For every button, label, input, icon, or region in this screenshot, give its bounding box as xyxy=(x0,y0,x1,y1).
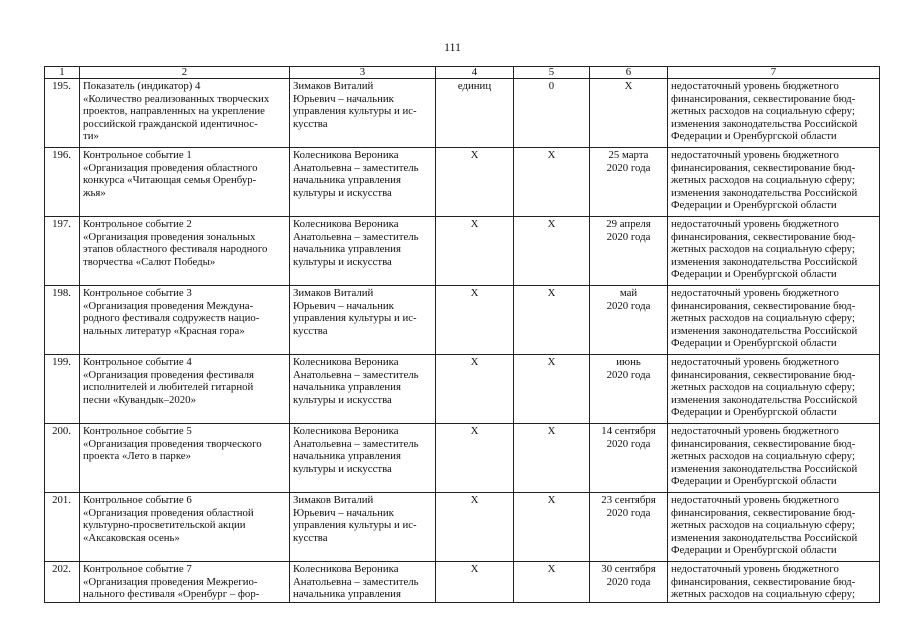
responsible-cell: Колесникова Вероника Анатольевна – заместитель начальника управления культуры и искусства xyxy=(290,355,436,424)
value-cell: Х xyxy=(514,286,590,355)
event-cell: Контрольное событие 3 «Организация проведения Междуна- родного фестиваля содружеств нацио- нальных литератур «Красная гора» xyxy=(80,286,290,355)
deadline-cell: июнь 2020 года xyxy=(590,355,668,424)
row-number: 201. xyxy=(45,493,80,562)
column-header: 3 xyxy=(290,67,436,79)
responsible-cell: Зимаков Виталий Юрьевич – начальник управления культуры и ис- кусства xyxy=(290,493,436,562)
risk-cell: недостаточный уровень бюджетного финансирования, секвестирование бюд- жетных расходов на социальную сферу; изменения законодательства Российской Федерации и Оренбургской области xyxy=(668,148,880,217)
responsible-cell: Колесникова Вероника Анатольевна – заместитель начальника управления культуры и искусства xyxy=(290,217,436,286)
table-row xyxy=(45,79,880,148)
column-header: 5 xyxy=(514,67,590,79)
column-header: 4 xyxy=(436,67,514,79)
unit-cell: Х xyxy=(436,562,514,603)
event-cell: Контрольное событие 6 «Организация проведения областной культурно-просветительской акции «Аксаковская осень» xyxy=(80,493,290,562)
table-row xyxy=(45,217,880,286)
value-cell: Х xyxy=(514,148,590,217)
deadline-cell: 23 сентября 2020 года xyxy=(590,493,668,562)
deadline-cell: 29 апреля 2020 года xyxy=(590,217,668,286)
table-row xyxy=(45,355,880,424)
deadline-cell: май 2020 года xyxy=(590,286,668,355)
column-header: 2 xyxy=(80,67,290,79)
plan-table xyxy=(44,66,880,603)
column-header: 6 xyxy=(590,67,668,79)
unit-cell: Х xyxy=(436,148,514,217)
deadline-cell: 30 сентября 2020 года xyxy=(590,562,668,603)
risk-cell: недостаточный уровень бюджетного финансирования, секвестирование бюд- жетных расходов на социальную сферу; изменения законодательства Российской Федерации и Оренбургской области xyxy=(668,493,880,562)
page-number: 111 xyxy=(443,40,462,54)
row-number: 197. xyxy=(45,217,80,286)
deadline-cell: 25 марта 2020 года xyxy=(590,148,668,217)
deadline-cell: 14 сентября 2020 года xyxy=(590,424,668,493)
table-row xyxy=(45,493,880,562)
risk-cell: недостаточный уровень бюджетного финансирования, секвестирование бюд- жетных расходов на социальную сферу; изменения законодательства Российской Федерации и Оренбургской области xyxy=(668,286,880,355)
row-number: 198. xyxy=(45,286,80,355)
responsible-cell: Зимаков Виталий Юрьевич – начальник управления культуры и ис- кусства xyxy=(290,286,436,355)
risk-cell: недостаточный уровень бюджетного финансирования, секвестирование бюд- жетных расходов на социальную сферу; изменения законодательства Российской Федерации и Оренбургской области xyxy=(668,424,880,493)
event-cell: Контрольное событие 1 «Организация проведения областного конкурса «Читающая семья Оренбур- жья» xyxy=(80,148,290,217)
unit-cell: Х xyxy=(436,217,514,286)
table-row xyxy=(45,562,880,603)
risk-cell: недостаточный уровень бюджетного финансирования, секвестирование бюд- жетных расходов на социальную сферу; изменения законодательства Российской Федерации и Оренбургской области xyxy=(668,79,880,148)
event-cell: Контрольное событие 4 «Организация проведения фестиваля исполнителей и любителей гитарной песни «Кувандык–2020» xyxy=(80,355,290,424)
event-cell: Контрольное событие 2 «Организация проведения зональных этапов областного фестиваля народного творчества «Салют Победы» xyxy=(80,217,290,286)
row-number: 200. xyxy=(45,424,80,493)
header-row xyxy=(45,67,880,79)
deadline-cell: Х xyxy=(590,79,668,148)
unit-cell: Х xyxy=(436,493,514,562)
row-number: 195. xyxy=(45,79,80,148)
responsible-cell: Колесникова Вероника Анатольевна – заместитель начальника управления культуры и искусства xyxy=(290,148,436,217)
unit-cell: единиц xyxy=(436,79,514,148)
risk-cell: недостаточный уровень бюджетного финансирования, секвестирование бюд- жетных расходов на социальную сферу; изменения законодательства Российской Федерации и Оренбургской области xyxy=(668,355,880,424)
responsible-cell: Колесникова Вероника Анатольевна – заместитель начальника управления xyxy=(290,562,436,603)
value-cell: Х xyxy=(514,562,590,603)
unit-cell: Х xyxy=(436,424,514,493)
value-cell: Х xyxy=(514,217,590,286)
event-cell: Показатель (индикатор) 4 «Количество реализованных творческих проектов, направленных на укрепление российской гражданской идентичнос- ти» xyxy=(80,79,290,148)
column-header: 1 xyxy=(45,67,80,79)
table-row xyxy=(45,286,880,355)
value-cell: Х xyxy=(514,424,590,493)
column-header: 7 xyxy=(668,67,880,79)
value-cell: Х xyxy=(514,493,590,562)
responsible-cell: Зимаков Виталий Юрьевич – начальник управления культуры и ис- кусства xyxy=(290,79,436,148)
table-row xyxy=(45,148,880,217)
table-row xyxy=(45,424,880,493)
value-cell: 0 xyxy=(514,79,590,148)
row-number: 202. xyxy=(45,562,80,603)
event-cell: Контрольное событие 5 «Организация проведения творческого проекта «Лето в парке» xyxy=(80,424,290,493)
unit-cell: Х xyxy=(436,355,514,424)
event-cell: Контрольное событие 7 «Организация проведения Межрегио- нального фестиваля «Оренбург – фор- xyxy=(80,562,290,603)
value-cell: Х xyxy=(514,355,590,424)
risk-cell: недостаточный уровень бюджетного финансирования, секвестирование бюд- жетных расходов на социальную сферу; изменения законодательства Российской Федерации и Оренбургской области xyxy=(668,217,880,286)
responsible-cell: Колесникова Вероника Анатольевна – заместитель начальника управления культуры и искусства xyxy=(290,424,436,493)
row-number: 199. xyxy=(45,355,80,424)
risk-cell: недостаточный уровень бюджетного финансирования, секвестирование бюд- жетных расходов на социальную сферу; xyxy=(668,562,880,603)
unit-cell: Х xyxy=(436,286,514,355)
row-number: 196. xyxy=(45,148,80,217)
